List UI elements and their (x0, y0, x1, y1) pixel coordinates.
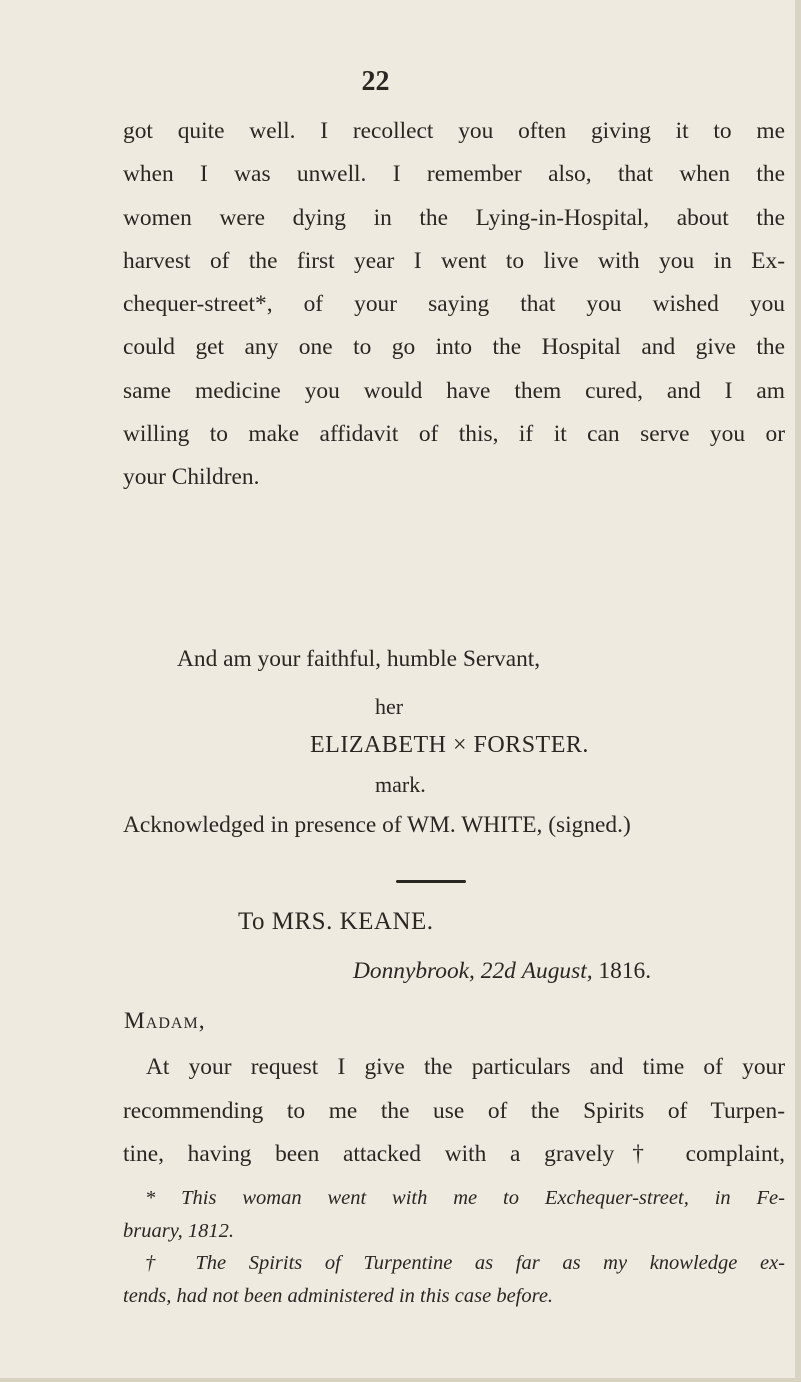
body-line: willing to make affidavit of this, if it can serve you or (123, 421, 785, 448)
closing-line: And am your faithful, humble Servant, (177, 646, 541, 672)
date-month: August, (521, 958, 593, 984)
letter-line: recommending to me the use of the Spirits of Turpen- (123, 1097, 785, 1124)
page-edge (795, 0, 801, 1382)
body-line: chequer-street*, of your saying that you wished you (123, 291, 785, 318)
letter-line: At your request I give the particulars and time of your (146, 1054, 785, 1080)
body-line: women were dying in the Lying-in-Hospital, about the (123, 204, 785, 231)
salutation: Madam, (124, 1008, 206, 1034)
footnote-line: * This woman went with me to Exchequer-street, in Fe- (145, 1187, 785, 1209)
body-line: harvest of the first year I went to live with you in Ex- (123, 247, 785, 274)
body-line: same medicine you would have them cured, and I am (123, 377, 785, 404)
footnote-line: bruary, 1812. (123, 1219, 235, 1242)
signature-name: ELIZABETH × FORSTER. (310, 732, 589, 758)
body-line: could get any one to go into the Hospital and give the (123, 334, 785, 361)
signature-her: her (375, 694, 404, 719)
body-line: got quite well. I recollect you often giving it to me (123, 118, 785, 144)
second-letter-body (123, 1046, 785, 1177)
date-year: 1816. (598, 958, 652, 984)
letter-addressee: To MRS. KEANE. (238, 908, 434, 935)
signature-mark: mark. (375, 772, 426, 797)
date-day: 22d (480, 958, 516, 984)
letter-body (123, 110, 785, 500)
letter-dateline (353, 958, 651, 985)
body-line: when I was unwell. I remember also, that when the (123, 161, 785, 188)
footnotes (123, 1182, 785, 1312)
letter-line: tine, having been attacked with a gravely† complaint, (123, 1141, 785, 1167)
footnote-line: † The Spirits of Turpentine as far as my knowledge ex- (145, 1252, 785, 1274)
acknowledgement-line: Acknowledged in presence of WM. WHITE, (signed.) (123, 812, 631, 838)
footnote-line: tends, had not been administered in this case before. (123, 1284, 554, 1307)
section-divider (396, 880, 466, 883)
body-line: your Children. (123, 464, 260, 491)
page-number: 22 (361, 66, 390, 97)
page-edge-bottom (0, 1378, 801, 1382)
date-place: Donnybrook, (353, 958, 475, 984)
